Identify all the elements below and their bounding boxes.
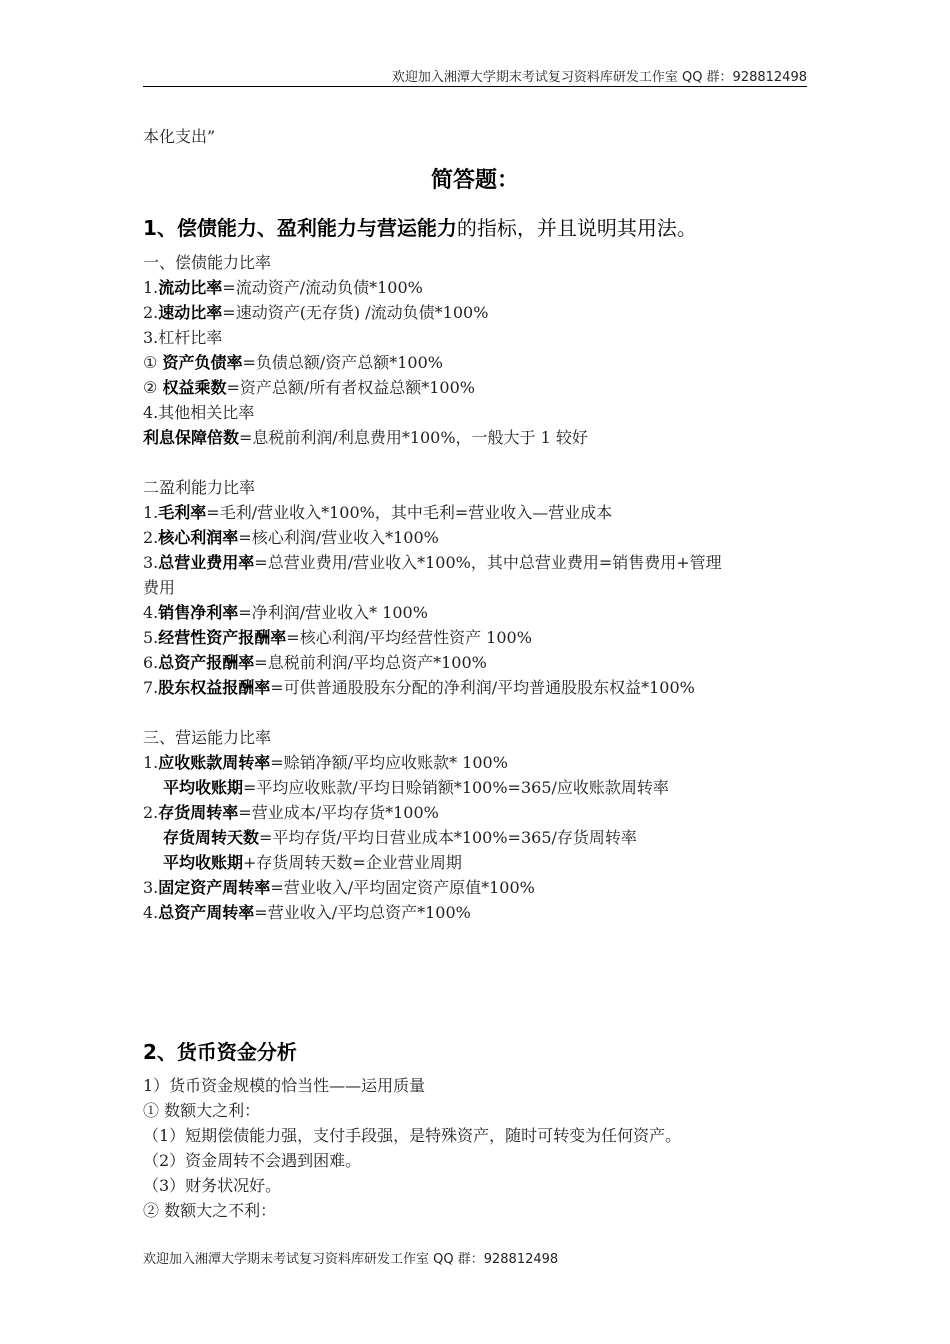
- term: 毛利率: [158, 503, 207, 522]
- formula: =息税前利润/利息费用*100%，一般大于 1 较好: [239, 428, 588, 447]
- formula: =负债总额/资产总额*100%: [242, 353, 443, 372]
- question-2-heading: [143, 1036, 297, 1065]
- item-number: 1.: [143, 278, 159, 297]
- item-other-ratios: 4.其他相关比率: [143, 403, 255, 422]
- question-1-heading: [143, 212, 697, 241]
- q1-rest: 的指标，并且说明其用法。: [456, 216, 697, 240]
- term: 存货周转天数: [163, 828, 260, 847]
- term: 权益乘数: [162, 378, 227, 397]
- q2-bold: 2、货币资金分析: [143, 1040, 297, 1064]
- formula: =可供普通股股东分配的净利润/平均普通股股东权益*100%: [270, 678, 695, 697]
- page-header: 欢迎加入湘潭大学期末考试复习资料库研发工作室 QQ 群：928812498: [391, 70, 807, 85]
- item-current-ratio: [143, 277, 423, 299]
- item-debt-ratio: [143, 352, 443, 374]
- item-net-profit-margin: [143, 602, 428, 624]
- item-fixed-asset-turnover: [143, 877, 535, 899]
- formula: =速动资产(无存货) /流动负债*100%: [222, 303, 489, 322]
- item-pro-1: （1）短期偿债能力强，支付手段强，是特殊资产，随时可转变为任何资产。: [143, 1126, 682, 1145]
- section-title: 简答题：: [430, 168, 519, 193]
- item-core-profit-margin: [143, 527, 439, 549]
- item-number: ②: [143, 378, 163, 397]
- item-inventory-days: [143, 827, 637, 849]
- formula: =总营业费用/营业收入*100%，其中总营业费用=销售费用+管理: [254, 553, 722, 572]
- term: 存货周转率: [158, 803, 239, 822]
- item-number: 2.: [143, 528, 159, 547]
- item-number: 6.: [143, 653, 159, 672]
- formula: =核心利润/营业收入*100%: [238, 528, 439, 547]
- item-receivable-turnover: [143, 752, 508, 774]
- item-operating-expense-ratio-cont: 费用: [143, 578, 176, 597]
- item-gross-margin: [143, 502, 612, 524]
- item-number: 1.: [143, 753, 159, 772]
- term: 平均收账期: [163, 778, 244, 797]
- term: 平均收账期: [163, 853, 244, 872]
- item-leverage: 3.杠杆比率: [143, 328, 223, 347]
- formula: =营业收入/平均总资产*100%: [254, 903, 471, 922]
- item-cash-adequacy: 1）货币资金规模的恰当性——运用质量: [143, 1076, 426, 1095]
- formula: =赊销净额/平均应收账款* 100%: [270, 753, 508, 772]
- formula: =净利润/营业收入* 100%: [238, 603, 428, 622]
- term: 核心利润率: [158, 528, 239, 547]
- item-operating-expense-ratio: [143, 552, 722, 574]
- item-number: 4.: [143, 903, 159, 922]
- item-operating-asset-return: [143, 627, 532, 649]
- formula: =资产总额/所有者权益总额*100%: [226, 378, 475, 397]
- term: 资产负债率: [162, 353, 243, 372]
- item-equity-multiplier: [143, 377, 475, 399]
- item-number: ①: [143, 353, 163, 372]
- item-collection-period: [143, 777, 669, 799]
- term: 利息保障倍数: [143, 428, 240, 447]
- item-operating-cycle: [143, 852, 462, 874]
- page-footer: 欢迎加入湘潭大学期末考试复习资料库研发工作室 QQ 群：928812498: [143, 1252, 559, 1267]
- item-pro-3: （3）财务状况好。: [143, 1176, 282, 1195]
- item-number: 2.: [143, 803, 159, 822]
- formula: =核心利润/平均经营性资产 100%: [286, 628, 532, 647]
- item-inventory-turnover: [143, 802, 439, 824]
- term: 总资产报酬率: [158, 653, 255, 672]
- item-interest-coverage: [143, 427, 588, 449]
- item-number: 3.: [143, 553, 159, 572]
- formula: =毛利/营业收入*100%，其中毛利=营业收入—营业成本: [206, 503, 613, 522]
- formula: =流动资产/流动负债*100%: [222, 278, 423, 297]
- formula: =平均存货/平均日营业成本*100%=365/存货周转率: [259, 828, 637, 847]
- term: 应收账款周转率: [158, 753, 271, 772]
- item-number: 4.: [143, 603, 159, 622]
- continued-text: 本化支出”: [143, 127, 216, 146]
- subsection-solvency: 一、偿债能力比率: [143, 253, 272, 272]
- item-total-asset-return: [143, 652, 487, 674]
- item-number: 3.: [143, 878, 159, 897]
- item-number: 1.: [143, 503, 159, 522]
- term: 流动比率: [158, 278, 223, 297]
- q1-bold: 1、偿债能力、盈利能力与营运能力: [143, 216, 457, 240]
- item-total-asset-turnover: [143, 902, 471, 924]
- item-large-amount-cons: ② 数额大之不利：: [143, 1201, 277, 1220]
- term: 销售净利率: [158, 603, 239, 622]
- item-number: 7.: [143, 678, 159, 697]
- formula: =息税前利润/平均总资产*100%: [254, 653, 487, 672]
- term: 经营性资产报酬率: [158, 628, 287, 647]
- item-pro-2: （2）资金周转不会遇到困难。: [143, 1151, 362, 1170]
- term: 固定资产周转率: [158, 878, 271, 897]
- term: 总资产周转率: [158, 903, 255, 922]
- term: 速动比率: [158, 303, 223, 322]
- formula: =营业成本/平均存货*100%: [238, 803, 439, 822]
- item-roe: [143, 677, 695, 699]
- subsection-profitability: 二盈利能力比率: [143, 478, 256, 497]
- header-divider: [143, 86, 807, 87]
- formula: =平均应收账款/平均日赊销额*100%=365/应收账款周转率: [243, 778, 669, 797]
- item-number: 2.: [143, 303, 159, 322]
- item-quick-ratio: [143, 302, 488, 324]
- term: 总营业费用率: [158, 553, 255, 572]
- item-number: 5.: [143, 628, 159, 647]
- item-large-amount-pros: ① 数额大之利：: [143, 1101, 261, 1120]
- formula: =营业收入/平均固定资产原值*100%: [270, 878, 535, 897]
- subsection-operating: 三、营运能力比率: [143, 728, 272, 747]
- term: 股东权益报酬率: [158, 678, 271, 697]
- formula: +存货周转天数=企业营业周期: [243, 853, 462, 872]
